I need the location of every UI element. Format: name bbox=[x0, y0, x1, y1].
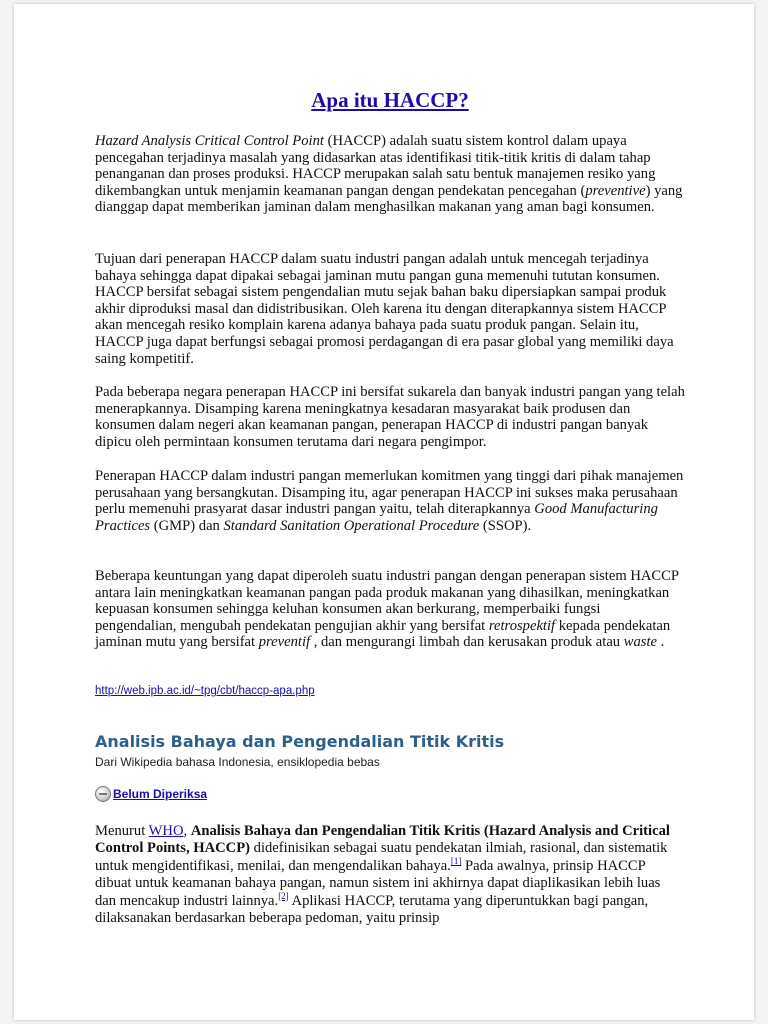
benefits-text-b: kepada pendekatan jaminan mutu yang bersifat bbox=[95, 617, 671, 651]
review-status-badge[interactable] bbox=[95, 784, 207, 804]
benefits-text-d: . bbox=[657, 634, 665, 651]
wiki-subtitle: Dari Wikipedia bahasa Indonesia, ensiklopedia bebas bbox=[95, 755, 380, 769]
term-waste: waste bbox=[623, 634, 657, 651]
wiki-text-b: Pada awalnya, prinsip HACCP dibuat untuk keamanan bahaya pangan, namun sistem ini akhirnya dapat diaplikasikan lebih luas dan mencakup industri lainnya. bbox=[95, 857, 661, 909]
benefits-text-a: Beberapa keuntungan yang dapat diperoleh suatu industri pangan dengan penerapan sistem HACCP antara lain meningkatkan keamanan pangan pada produk makanan yang dihasilkan, meningkatkan kepuasan konsumen sehingga keluhan konsumen akan berkurang, memperbaiki fungsi pengendalian, mengubah pendekatan pengujian akhir yang bersifat bbox=[95, 568, 679, 634]
term-hazard-analysis: Hazard Analysis Critical Control Point bbox=[95, 133, 324, 149]
wiki-text-c: Aplikasi HACCP, terutama yang diperuntukkan bagi pangan, dilaksanakan berdasarkan beberapa pedoman, yaitu prinsip bbox=[95, 892, 649, 927]
wiki-paragraph bbox=[95, 823, 685, 927]
reference-1 bbox=[451, 856, 462, 866]
document-page bbox=[14, 4, 754, 1020]
paragraph-benefits bbox=[95, 568, 685, 651]
term-gmp: Good Manufacturing Practices bbox=[95, 501, 658, 534]
term-ssop: Standard Sanitation Operational Procedure bbox=[223, 517, 480, 534]
term-preventive: preventive bbox=[585, 182, 646, 199]
review-status-link[interactable]: Belum Diperiksa bbox=[113, 787, 208, 801]
wiki-bold-term: Analisis Bahaya dan Pengendalian Titik Kritis (Hazard Analysis and Critical Control Points, HACCP) bbox=[95, 823, 670, 857]
paragraph-purpose: Tujuan dari penerapan HACCP dalam suatu industri pangan adalah untuk mencegah terjadinya bahaya sehingga dapat dipakai sebagai jaminan mutu pangan guna memenuhi tututan konsumen. HACCP bersifat sebagai sistem pengendalian mutu sejak bahan baku dipersiapkan sampai produk akhir diproduksi masal dan didistribusikan. Oleh karena itu dengan diterapkannya sistem HACCP akan mencegah resiko komplain karena adanya bahaya pada suatu produk pangan. Selain itu, HACCP juga dapat berfungsi sebagai promosi perdagangan di era pasar global yang memiliki daya saing kompetitif. bbox=[95, 251, 674, 367]
who-link[interactable]: WHO bbox=[148, 823, 184, 839]
wiki-text-a: didefinisikan sebagai suatu pendekatan ilmiah, rasional, dan sistematik untuk mengidentifikasi, menilai, dan mengendalikan bahaya. bbox=[95, 840, 668, 874]
term-retrospektif: retrospektif bbox=[488, 617, 556, 634]
reference-2-link[interactable]: [2] bbox=[278, 890, 289, 901]
reference-2 bbox=[278, 891, 289, 901]
unchecked-status-icon bbox=[95, 786, 111, 802]
paragraph-commitment bbox=[95, 468, 685, 534]
paragraph-definition bbox=[95, 133, 685, 216]
wiki-comma: , bbox=[183, 823, 191, 839]
definition-text-a: (HACCP) adalah suatu sistem kontrol dalam upaya pencegahan terjadinya masalah yang didasarkan atas identifikasi titik-titik kritis di dalam tahap penanganan dan proses produksi. HACCP merupakan salah satu bentuk manajemen resiko yang dikembangkan untuk menjamin keamanan pangan dengan pendekatan pencegahan ( bbox=[95, 133, 656, 199]
commitment-text-b: (GMP) dan bbox=[150, 517, 224, 534]
term-preventif: preventif bbox=[258, 634, 311, 651]
commitment-text-c: (SSOP). bbox=[479, 517, 532, 534]
wiki-intro: Menurut bbox=[95, 823, 149, 839]
page-title[interactable]: Apa itu HACCP? bbox=[311, 88, 469, 112]
definition-text-b: ) yang dianggap dapat memberikan jaminan dalam menghasilkan makanan yang aman bagi konsumen. bbox=[95, 182, 683, 216]
paragraph-adoption: Pada beberapa negara penerapan HACCP ini bersifat sukarela dan banyak industri pangan yang telah menerapkannya. Disamping karena meningkatnya kesadaran masyarakat baik produsen dan konsumen dalam negeri akan keamanan pangan, penerapan HACCP di industri pangan banyak dipicu oleh permintaan konsumen terutama dari negara pengimpor. bbox=[95, 384, 685, 450]
reference-1-link[interactable]: [1] bbox=[450, 855, 462, 866]
source-url-link[interactable]: http://web.ipb.ac.id/~tpg/cbt/haccp-apa.php bbox=[95, 685, 315, 697]
benefits-text-c: , dan mengurangi limbah dan kerusakan produk atau bbox=[310, 634, 624, 651]
wiki-article-title: Analisis Bahaya dan Pengendalian Titik Kritis bbox=[95, 732, 505, 751]
commitment-text-a: Penerapan HACCP dalam industri pangan memerlukan komitmen yang tinggi dari pihak manajemen perusahaan yang bersangkutan. Disamping itu, agar penerapan HACCP ini sukses maka perusahaan perlu memenuhi prasyarat dasar industri pangan yaitu, telah diterapkannya bbox=[95, 468, 684, 518]
